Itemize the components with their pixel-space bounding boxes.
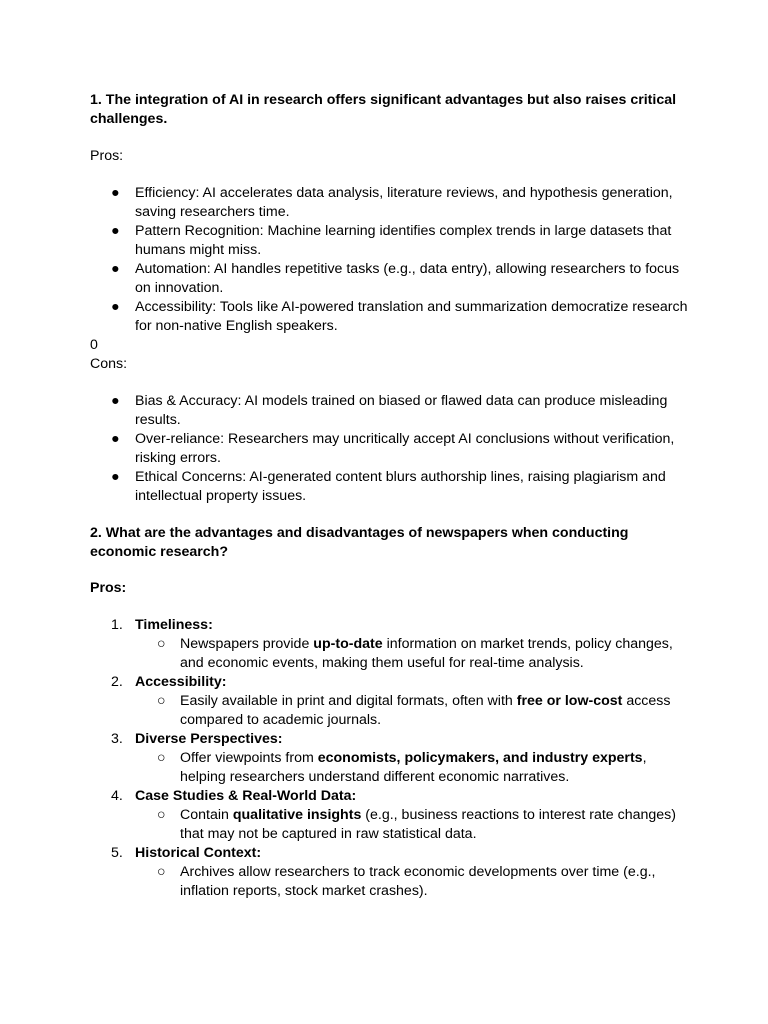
bullet-icon: ● bbox=[111, 185, 120, 201]
bullet-icon: ● bbox=[111, 393, 120, 409]
hollow-bullet-icon: ○ bbox=[157, 807, 166, 823]
list-item: ● Over-reliance: Researchers may uncritically accept AI conclusions without verification, risking errors. bbox=[111, 431, 675, 466]
sub-item: ○ Easily available in print and digital formats, often with free or low-cost access compared to academic journals. bbox=[157, 693, 671, 728]
bullet-icon: ● bbox=[111, 261, 120, 277]
section1-cons-label: Cons: bbox=[90, 356, 128, 372]
sub-item: ○ Archives allow researchers to track economic developments over time (e.g., inflation reports, stock market crashes). bbox=[157, 864, 656, 899]
section2-heading: 2. What are the advantages and disadvantages of newspapers when conducting economic research? bbox=[90, 525, 629, 560]
list-number: 1. bbox=[111, 617, 123, 633]
list-number: 3. bbox=[111, 731, 123, 747]
list-item bbox=[90, 673, 690, 730]
section2-pros-list bbox=[90, 616, 690, 901]
section1-cons-list bbox=[90, 392, 690, 506]
list-item: ● Ethical Concerns: AI-generated content blurs authorship lines, raising plagiarism and intellectual property issues. bbox=[111, 469, 666, 504]
list-item: ● Pattern Recognition: Machine learning identifies complex trends in large datasets that humans might miss. bbox=[111, 223, 672, 258]
list-item bbox=[90, 616, 690, 673]
section1-heading: 1. The integration of AI in research offers significant advantages but also raises critical challenges. bbox=[90, 92, 677, 127]
item-title: Historical Context: bbox=[135, 845, 262, 861]
sub-item: ○ Contain qualitative insights (e.g., business reactions to interest rate changes) that may not be captured in raw statistical data. bbox=[157, 807, 676, 842]
section1-pros-label: Pros: bbox=[90, 148, 124, 164]
hollow-bullet-icon: ○ bbox=[157, 636, 166, 652]
stray-text: 0 bbox=[90, 337, 98, 353]
list-item bbox=[90, 730, 690, 787]
hollow-bullet-icon: ○ bbox=[157, 693, 166, 709]
bullet-icon: ● bbox=[111, 299, 120, 315]
section2-pros-label: Pros: bbox=[90, 580, 127, 596]
list-item bbox=[90, 844, 690, 901]
list-item bbox=[90, 787, 690, 844]
item-title: Accessibility: bbox=[135, 674, 227, 690]
item-title: Diverse Perspectives: bbox=[135, 731, 283, 747]
item-title: Timeliness: bbox=[135, 617, 213, 633]
list-item: ● Automation: AI handles repetitive tasks (e.g., data entry), allowing researchers to focus on innovation. bbox=[111, 261, 680, 296]
item-title: Case Studies & Real-World Data: bbox=[135, 788, 357, 804]
hollow-bullet-icon: ○ bbox=[157, 864, 166, 880]
list-item: ● Bias & Accuracy: AI models trained on biased or flawed data can produce misleading results. bbox=[111, 393, 668, 428]
section1-pros-list bbox=[90, 184, 690, 336]
list-number: 5. bbox=[111, 845, 123, 861]
bullet-icon: ● bbox=[111, 223, 120, 239]
list-item: ● Efficiency: AI accelerates data analysis, literature reviews, and hypothesis generation, saving researchers time. bbox=[111, 185, 673, 220]
sub-item: ○ Offer viewpoints from economists, policymakers, and industry experts, helping researchers understand different economic narratives. bbox=[157, 750, 647, 785]
bullet-icon: ● bbox=[111, 431, 120, 447]
hollow-bullet-icon: ○ bbox=[157, 750, 166, 766]
list-item: ● Accessibility: Tools like AI-powered translation and summarization democratize research for non-native English speakers. bbox=[111, 299, 688, 334]
bullet-icon: ● bbox=[111, 469, 120, 485]
list-number: 4. bbox=[111, 788, 123, 804]
list-number: 2. bbox=[111, 674, 123, 690]
document-page bbox=[90, 91, 690, 901]
sub-item: ○ Newspapers provide up-to-date information on market trends, policy changes, and economic events, making them useful for real-time analysis. bbox=[157, 636, 673, 671]
